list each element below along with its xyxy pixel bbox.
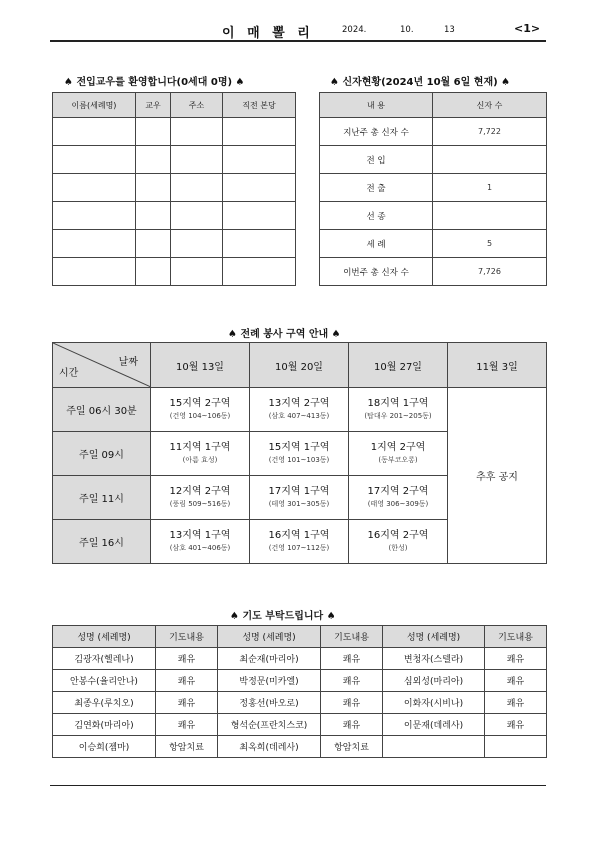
person-name: 심외성(마리아) <box>383 670 485 692</box>
cell <box>136 230 171 258</box>
stat-value: 7,726 <box>433 258 547 286</box>
cell <box>171 174 223 202</box>
col-member-count: 신자 수 <box>433 93 547 118</box>
prayer-content: 쾌유 <box>156 714 218 736</box>
cell <box>223 230 296 258</box>
stat-value: 1 <box>433 174 547 202</box>
issue-month: 10. <box>400 25 414 35</box>
col-previous-parish: 직전 본당 <box>223 93 296 118</box>
date-header: 10월 20일 <box>250 343 349 388</box>
header-divider <box>50 40 546 42</box>
person-name: 최순재(마리아) <box>218 648 321 670</box>
stat-label: 전 출 <box>320 174 433 202</box>
cell <box>171 146 223 174</box>
service-cell <box>151 432 250 476</box>
stat-label: 전 입 <box>320 146 433 174</box>
table-row <box>53 736 547 758</box>
table-row <box>53 174 296 202</box>
area-detail: (건영 101~103동) <box>268 456 330 464</box>
person-name: 정홍선(바오로) <box>218 692 321 714</box>
service-cell <box>151 476 250 520</box>
service-cell <box>250 432 349 476</box>
stat-value <box>433 146 547 174</box>
stats-section-title: ♠ 신자현황(2024년 10월 6일 현재) ♠ <box>330 77 511 88</box>
area-detail: (테영 301~305동) <box>268 500 330 508</box>
stat-label: 지난주 총 신자 수 <box>320 118 433 146</box>
mass-time: 주일 09시 <box>53 432 151 476</box>
area-label: 18지역 1구역 <box>367 398 429 409</box>
table-row <box>53 258 296 286</box>
area-detail: (풍림 509~516동) <box>169 500 231 508</box>
area-detail: (건영 104~106동) <box>169 412 231 420</box>
table-row <box>320 174 547 202</box>
service-cell <box>349 432 448 476</box>
person-name: 김연화(마리아) <box>53 714 156 736</box>
col-name: 성명 (세례명) <box>218 626 321 648</box>
person-name: 김광자(헬레나) <box>53 648 156 670</box>
area-label: 15지역 2구역 <box>169 398 231 409</box>
person-name: 이문재(데레사) <box>383 714 485 736</box>
table-row <box>53 388 547 432</box>
service-header-row <box>53 343 547 388</box>
area-detail: (삼호 401~406동) <box>169 544 231 552</box>
table-row <box>320 202 547 230</box>
cell <box>223 202 296 230</box>
area-label: 13지역 2구역 <box>268 398 330 409</box>
stat-value: 5 <box>433 230 547 258</box>
stat-label: 세 례 <box>320 230 433 258</box>
cell <box>136 118 171 146</box>
cell <box>171 230 223 258</box>
prayer-content: 쾌유 <box>485 648 547 670</box>
table-row <box>53 670 547 692</box>
prayer-content: 쾌유 <box>485 670 547 692</box>
service-cell <box>250 520 349 564</box>
person-name: 안봉수(율리안나) <box>53 670 156 692</box>
col-name: 성명 (세례명) <box>53 626 156 648</box>
service-cell <box>250 388 349 432</box>
area-label: 12지역 2구역 <box>169 486 231 497</box>
area-detail: (건영 107~112동) <box>268 544 330 552</box>
mass-time: 주일 16시 <box>53 520 151 564</box>
service-cell <box>151 388 250 432</box>
prayer-content: 쾌유 <box>321 670 383 692</box>
stats-header-row <box>320 93 547 118</box>
stat-label: 선 종 <box>320 202 433 230</box>
area-label: 16지역 2구역 <box>367 530 429 541</box>
col-prayer-content: 기도내용 <box>156 626 218 648</box>
cell <box>171 202 223 230</box>
cell <box>171 118 223 146</box>
table-row <box>53 202 296 230</box>
later-notice: 추후 공지 <box>448 388 547 564</box>
area-detail: (삼호 407~413동) <box>268 412 330 420</box>
service-cell <box>349 520 448 564</box>
area-detail: (동부코오롱) <box>378 456 418 464</box>
cell <box>136 202 171 230</box>
mass-time: 주일 06시 30분 <box>53 388 151 432</box>
mass-time: 주일 11시 <box>53 476 151 520</box>
area-label: 13지역 1구역 <box>169 530 231 541</box>
cell <box>53 202 136 230</box>
area-label: 17지역 2구역 <box>367 486 429 497</box>
table-row <box>53 714 547 736</box>
prayer-request-table <box>52 625 547 758</box>
col-name: 이름(세례명) <box>53 93 136 118</box>
issue-year: 2024. <box>342 25 367 35</box>
service-section-title: ♠ 전례 봉사 구역 안내 ♠ <box>228 329 341 340</box>
prayer-content: 쾌유 <box>156 670 218 692</box>
cell <box>223 258 296 286</box>
prayer-content: 쾌유 <box>321 692 383 714</box>
table-row <box>53 146 296 174</box>
area-label: 17지역 1구역 <box>268 486 330 497</box>
cell <box>136 174 171 202</box>
person-name: 형석순(프란치스코) <box>218 714 321 736</box>
bulletin-title: 이 매 뽈 리 <box>222 26 314 41</box>
area-detail: (한성) <box>388 544 408 552</box>
cell <box>53 174 136 202</box>
member-stats-table <box>319 92 547 286</box>
col-address: 주소 <box>171 93 223 118</box>
newcomer-section-title: ♠ 전입교우를 환영합니다(0세대 0명) ♠ <box>64 77 245 88</box>
cell <box>223 146 296 174</box>
issue-day: 13 <box>444 25 455 35</box>
date-header: 11월 3일 <box>448 343 547 388</box>
area-label: 1지역 2구역 <box>370 442 426 453</box>
prayer-content <box>485 736 547 758</box>
person-name: 이승희(젬마) <box>53 736 156 758</box>
newcomer-header-row <box>53 93 296 118</box>
prayer-content: 항암치료 <box>321 736 383 758</box>
area-label: 11지역 1구역 <box>169 442 231 453</box>
cell <box>223 118 296 146</box>
service-cell <box>349 476 448 520</box>
cell <box>136 258 171 286</box>
person-name: 박정문(미카엘) <box>218 670 321 692</box>
footer-divider <box>50 785 546 786</box>
col-prayer-content: 기도내용 <box>321 626 383 648</box>
col-name: 성명 (세례명) <box>383 626 485 648</box>
prayer-content: 쾌유 <box>156 692 218 714</box>
corner-cell <box>53 343 151 388</box>
prayer-content: 쾌유 <box>321 714 383 736</box>
table-row <box>53 230 296 258</box>
prayer-content: 쾌유 <box>485 714 547 736</box>
liturgy-service-table <box>52 342 547 564</box>
stat-label: 이번주 총 신자 수 <box>320 258 433 286</box>
page-number: <1> <box>514 22 541 35</box>
service-cell <box>349 388 448 432</box>
table-row <box>53 692 547 714</box>
table-row <box>320 230 547 258</box>
person-name <box>383 736 485 758</box>
col-prayer-content: 기도내용 <box>485 626 547 648</box>
stat-value <box>433 202 547 230</box>
cell <box>171 258 223 286</box>
area-label: 15지역 1구역 <box>268 442 330 453</box>
cell <box>53 258 136 286</box>
cell <box>53 146 136 174</box>
prayer-content: 쾌유 <box>321 648 383 670</box>
prayer-content: 항암치료 <box>156 736 218 758</box>
prayer-content: 쾌유 <box>156 648 218 670</box>
service-cell <box>151 520 250 564</box>
table-row <box>53 118 296 146</box>
table-row <box>320 258 547 286</box>
corner-date-label: 날짜 <box>118 357 138 368</box>
prayer-header-row <box>53 626 547 648</box>
person-name: 최옥희(데레사) <box>218 736 321 758</box>
table-row <box>320 118 547 146</box>
person-name: 변청자(스텔라) <box>383 648 485 670</box>
person-name: 이화자(시비나) <box>383 692 485 714</box>
col-member: 교우 <box>136 93 171 118</box>
date-header: 10월 13일 <box>151 343 250 388</box>
col-content: 내 용 <box>320 93 433 118</box>
area-label: 16지역 1구역 <box>268 530 330 541</box>
cell <box>53 118 136 146</box>
table-row <box>53 648 547 670</box>
prayer-content: 쾌유 <box>485 692 547 714</box>
person-name: 최종우(루치오) <box>53 692 156 714</box>
area-detail: (태영 306~309동) <box>367 500 429 508</box>
corner-time-label: 시간 <box>59 368 79 379</box>
cell <box>223 174 296 202</box>
area-detail: (아름 효성) <box>182 456 218 464</box>
stat-value: 7,722 <box>433 118 547 146</box>
table-row <box>320 146 547 174</box>
prayer-section-title: ♠ 기도 부탁드립니다 ♠ <box>230 611 336 622</box>
area-detail: (탑대우 201~205동) <box>364 412 432 420</box>
cell <box>53 230 136 258</box>
date-header: 10월 27일 <box>349 343 448 388</box>
newcomer-table <box>52 92 296 286</box>
service-cell <box>250 476 349 520</box>
cell <box>136 146 171 174</box>
